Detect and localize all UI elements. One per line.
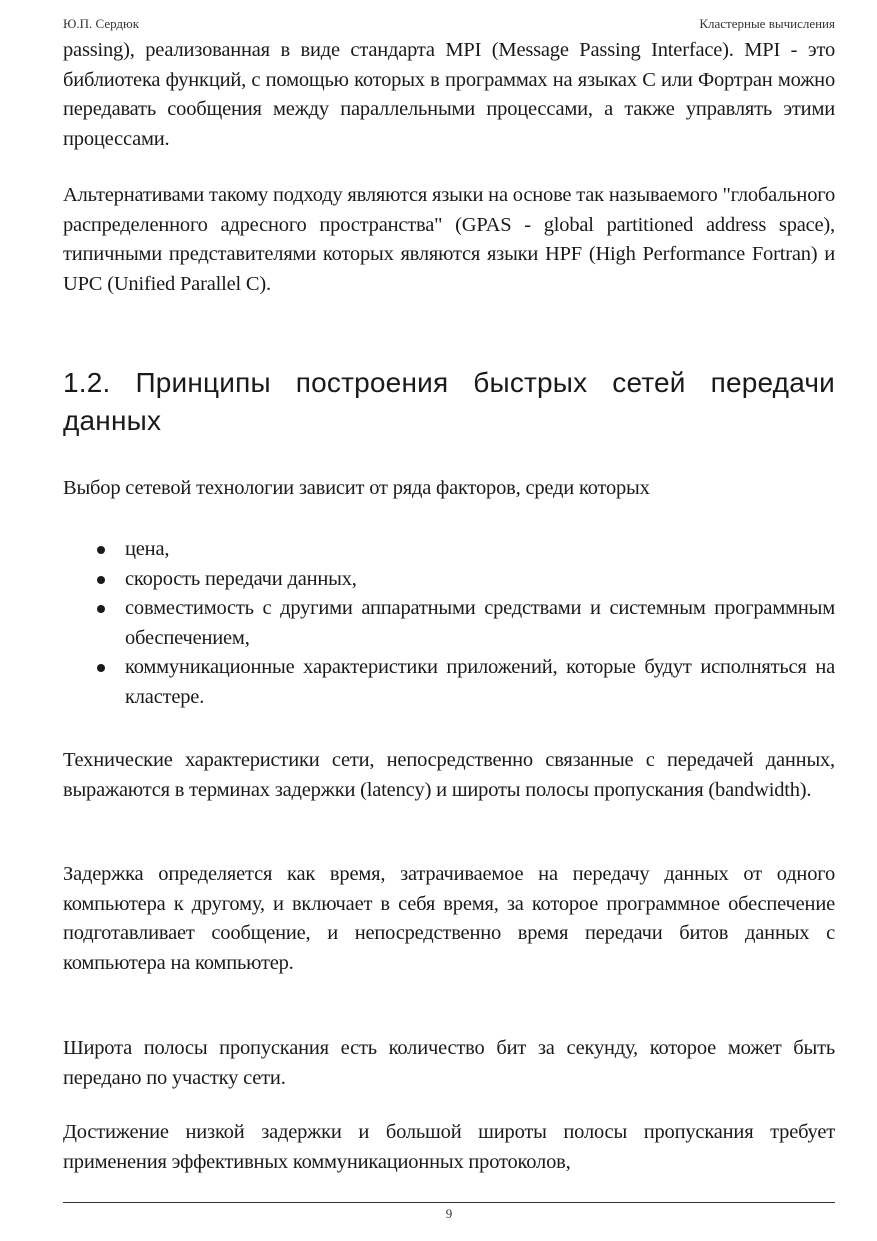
list-item	[63, 594, 835, 653]
bullet-icon	[97, 664, 105, 672]
paragraph-gpas: Альтернативами такому подходу являются языки на основе так называемого "глобального распределенного адресного пространства" (GPAS - global partitioned address space), типичными представителями которых являются языки HPF (High Performance Fortran) и UPC (Unified Parallel C).	[63, 184, 835, 295]
section-heading: 1.2. Принципы построения быстрых сетей передачи данных	[63, 367, 835, 436]
bullet-icon	[97, 576, 105, 584]
paragraph-clip	[63, 1118, 835, 1198]
list-item	[63, 653, 835, 712]
document-page	[63, 0, 835, 1241]
bullet-icon	[97, 605, 105, 613]
bullet-icon	[97, 546, 105, 554]
list-item-text: коммуникационные характеристики приложений, которые будут исполняться на кластере.	[125, 656, 835, 708]
page-number: 9	[445, 1206, 453, 1221]
running-header	[63, 16, 835, 34]
factors-list	[63, 535, 835, 712]
paragraph-network-characteristics: Технические характеристики сети, непосредственно связанные с передачей данных, выражаются в терминах задержки (latency) и широты полосы пропускания (bandwidth).	[63, 749, 835, 801]
paragraph-latency: Задержка определяется как время, затрачиваемое на передачу данных от одного компьютера к другому, и включает в себя время, за которое программное обеспечение подготавливает сообщение, и непосредственно время передачи битов данных с компьютера на компьютер.	[63, 863, 835, 974]
list-item-text: совместимость с другими аппаратными средствами и системным программным обеспечением,	[125, 597, 835, 649]
footer-divider	[63, 1202, 835, 1203]
list-item-text: цена,	[125, 538, 170, 560]
paragraph-protocols: Достижение низкой задержки и большой широты полосы пропускания требует применения эффективных коммуникационных протоколов,	[63, 1121, 835, 1173]
header-author: Ю.П. Сердюк	[63, 16, 140, 31]
list-item	[63, 535, 835, 565]
paragraph-intro-factors: Выбор сетевой технологии зависит от ряда факторов, среди которых	[63, 477, 650, 499]
list-item	[63, 565, 835, 595]
list-item-text: скорость передачи данных,	[125, 567, 357, 590]
paragraph-bandwidth: Широта полосы пропускания есть количество бит за секунду, которое может быть передано по участку сети.	[63, 1037, 835, 1089]
paragraph-mpi: passing), реализованная в виде стандарта MPI (Message Passing Interface). MPI - это библиотека функций, с помощью которых в программах на языках C или Фортран можно передавать сообщения между параллельными процессами, а также управлять этими процессами.	[63, 39, 835, 150]
header-title: Кластерные вычисления	[699, 16, 835, 31]
